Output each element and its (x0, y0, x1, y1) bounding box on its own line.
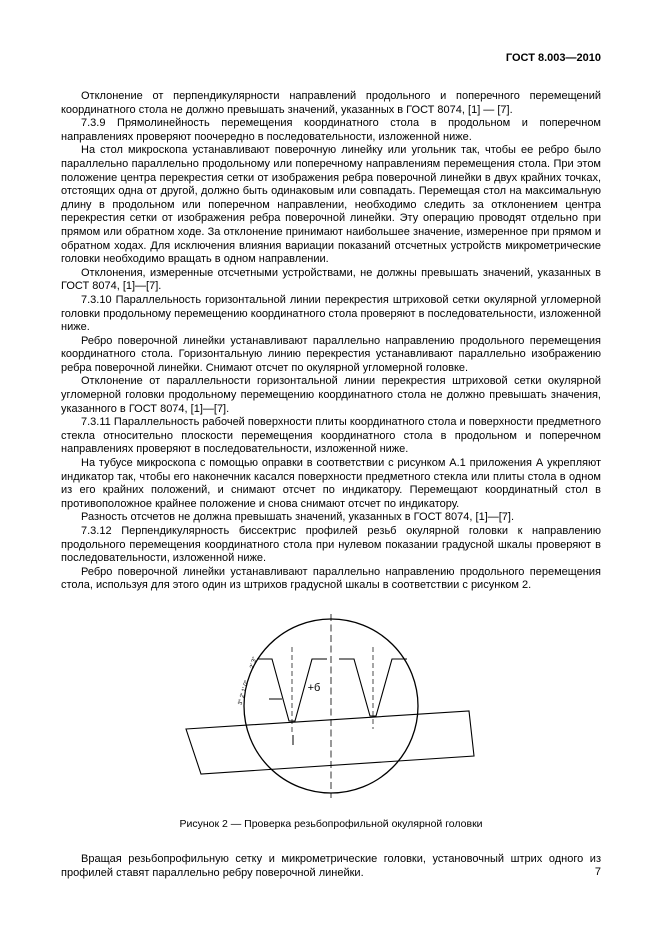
paragraph: Ребро поверочной линейки устанавливают параллельно направлению продольного перемещения координатного стола. Горизонтальную линию перекрестия устанавливают параллельно изображению ребра поверочной линейки. Снимают отсчет по окулярной угломерной головке. (61, 334, 601, 374)
paragraph: Ребро поверочной линейки устанавливают параллельно направлению продольного перемещения стола, используя для этого один из штрихов градусной шкалы в соответствии с рисунком 2. (61, 565, 601, 592)
paragraph: Вращая резьбопрофильную сетку и микрометрические головки, установочный штрих одного из профилей ставят параллельно ребру поверочной линейки. (61, 852, 601, 879)
paragraph: Разность отсчетов не должна превышать значений, указанных в ГОСТ 8074, [1]—[7]. (81, 511, 515, 524)
degree-scale-bottom: 3° 2′ 1′ 0° (237, 679, 251, 706)
paragraph: 7.3.11 Параллельность рабочей поверхности плиты координатного стола и поверхности предметного стекла относительно плоскости перемещения координатного стола в продольном и поперечном направлениях проверяют в последовательности, изложенной ниже. (61, 416, 601, 456)
page-number: 7 (594, 866, 601, 878)
figure-caption: Рисунок 2 — Проверка резьбопрофильной окулярной головки (179, 817, 483, 830)
document-code: ГОСТ 8.003—2010 (505, 52, 601, 64)
paragraph: Отклонение от параллельности горизонтальной линии перекрестия штриховой сетки окулярной угломерной головки продольному перемещению координатного стола не должно превышать значения, указанного в ГОСТ 8074, [1]—[7]. (61, 375, 601, 415)
paragraph: Отклонение от перпендикулярности направлений продольного и поперечного перемещений координатного стола не должно превышать значений, указанных в ГОСТ 8074, [1] — [7]. (61, 90, 601, 116)
figure-2-drawing (181, 611, 481, 803)
paragraph: 7.3.10 Параллельность горизонтальной линии перекрестия штриховой сетки окулярной угломерной головки продольному перемещению координатного стола проверяют в последовательности, изложенной ниже. (61, 293, 601, 334)
body-text (61, 90, 601, 593)
figure-2 (61, 611, 601, 831)
annotation-label: +б (307, 681, 321, 694)
paragraph: На стол микроскопа устанавливают поверочную линейку или угольник так, чтобы ее ребро было параллельно параллельно продольному или поперечному направлениям перемещения стола. При этом положение центра перекрестия сетки от изображения ребра поверочной линейки в двух крайних точках, отстоящих одна от другой, должно быть одинаковым или совпадать. Перемещая стол на максимальную длину в продольном или поперечном направлении, необходимо следить за отклонением центра перекрестия сетки от изображения ребра поверочной линейки. Эту операцию проводят отдельно при прямом или обратном ходе. За отклонение принимают наибольшее значение, измеренное при прямом и обратном ходах. Для исключения влияния вариации показаний отсчетных устройств микрометрические головки необходимо вращать в одном направлении. (61, 144, 601, 266)
straightedge-band (186, 711, 474, 774)
paragraph: На тубусе микроскопа с помощью оправки в соответствии с рисунком А.1 приложения А укрепляют индикатор так, чтобы его наконечник касался поверхности предметного стекла или плиты стола в одном из его крайних положений, и снимают отсчет по индикатору. Перемещают координатный стол в противоположное крайнее положение и снова снимают отсчет по индикатору. (61, 457, 601, 510)
paragraph: Отклонения, измеренные отсчетными устройствами, не должны превышать значений, указанных в ГОСТ 8074, [1]—[7]. (61, 266, 601, 293)
body-text-after-figure (61, 853, 601, 880)
paragraph: 7.3.9 Прямолинейность перемещения координатного стола в продольном и поперечном направлениях проверяют поочередно в последовательности, изложенной ниже. (61, 117, 601, 143)
degree-scale-top: 2′ 3° (249, 656, 259, 670)
page-content (61, 52, 601, 880)
paragraph: 7.3.12 Перпендикулярность биссектрис профилей резьб окулярной головки к направлению продольного перемещения координатного стола при нулевом показании градусной шкалы проверяют в последовательности, изложенной ниже. (61, 525, 601, 565)
